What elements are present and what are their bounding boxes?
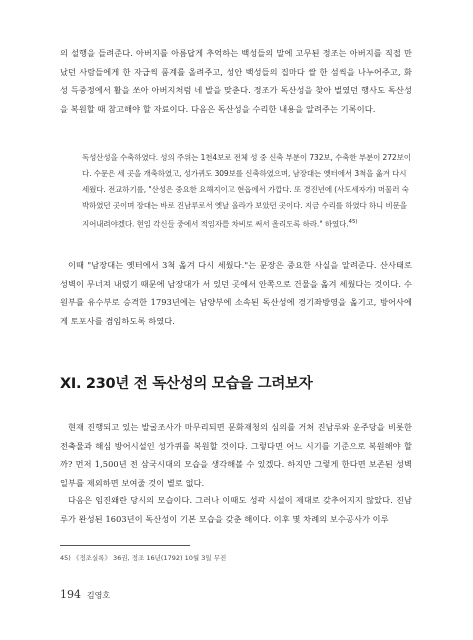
page-number: 194	[60, 588, 81, 601]
body-paragraph: 의 설행을 들려준다. 아버지를 아름답게 추억하는 백성들의 말에 고무된 정조는 아버지를 직접 만났던 사람들에게 한 자급씩 품계를 올려주고, 성안 백성들의 집마다 쌀 한 섬씩을 나누어주고, 화성 득중정에서 활을 쏘아 아버지처럼 네 발을 맞춘다. 정조가 독산성을 찾아 벌였던 행사도 독산성을 복원할 때 참고해야 할 자료이다. 다음은 독산성을 수리한 내용을 알려주는 기록이다.	[60, 48, 412, 114]
footnote: 45) 《정조실록》 36권, 정조 16년(1792) 10월 3일 무진	[60, 554, 227, 562]
quote-text: 독성산성을 수축하였다. 성의 주위는 1천4보로 전체 성 중 신축 부분이 732보, 수축한 부분이 272보이다. 수문은 세 곳을 개축하였고, 성가퀴도 309보를 신축하였으며, 남장대는 옛터에서 3척을 옮겨 다시 세웠다. 전교하기를, "산성은 중요한 요해지이고 현읍에서 가깝다. 또 경진년에 (사도세자가) 머물러 숙박하였던 곳이며 장대는 바로 진남루로서 옛날 올라가 보았던 곳이다. 지금 수리를 하였다 하니 비문을 지어내려야겠다. 현임 각신들 중에서 적임자를 차비로 써서 올리도록 하라." 하였다.	[82, 153, 411, 229]
body-paragraph: 현재 진행되고 있는 발굴조사가 마무리되면 문화재청의 심의를 거쳐 진남루와 운주당을 비롯한 전축물과 해심 방어시설인 성가퀴를 복원할 것이다. 그렇다면 어느 시기를 기준으로 복원해야 할까? 먼저 1,500년 전 삼국시대의 모습을 생각해볼 수 있겠다. 하지만 그렇게 한다면 보존된 성벽 일부를 제외하면 보여줄 것이 별로 없다.	[60, 422, 412, 488]
author-name: 김영호	[86, 591, 111, 600]
body-paragraph: 이때 "남장대는 옛터에서 3척 옮겨 다시 세웠다."는 문장은 중요한 사실을 알려준다. 산사태로 성벽이 무너져 내렸기 때문에 남장대가 서 있던 곳에서 안쪽으로 건물을 옮겨 세웠다는 것이다. 수원부를 유수부로 승격한 1793년에는 남양부에 소속된 독산성에 경기좌방영을 옮기고, 방어사에게 토포사를 겸임하도록 하였다.	[60, 260, 412, 326]
page-footer	[60, 588, 110, 601]
footnote-ref: 45)	[348, 219, 358, 225]
block-quote	[82, 150, 412, 233]
section-heading: XI. 230년 전 독산성의 모습을 그려보자	[60, 376, 313, 392]
body-paragraph: 다음은 임진왜란 당시의 모습이다. 그러나 이때도 성곽 시설이 제대로 갖추어지지 않았다. 진남루가 완성된 1603년이 독산성이 기본 모습을 갖춘 해이다. 이후 몇 차례의 보수공사가 이루	[60, 495, 412, 524]
footnote-divider	[60, 545, 190, 546]
